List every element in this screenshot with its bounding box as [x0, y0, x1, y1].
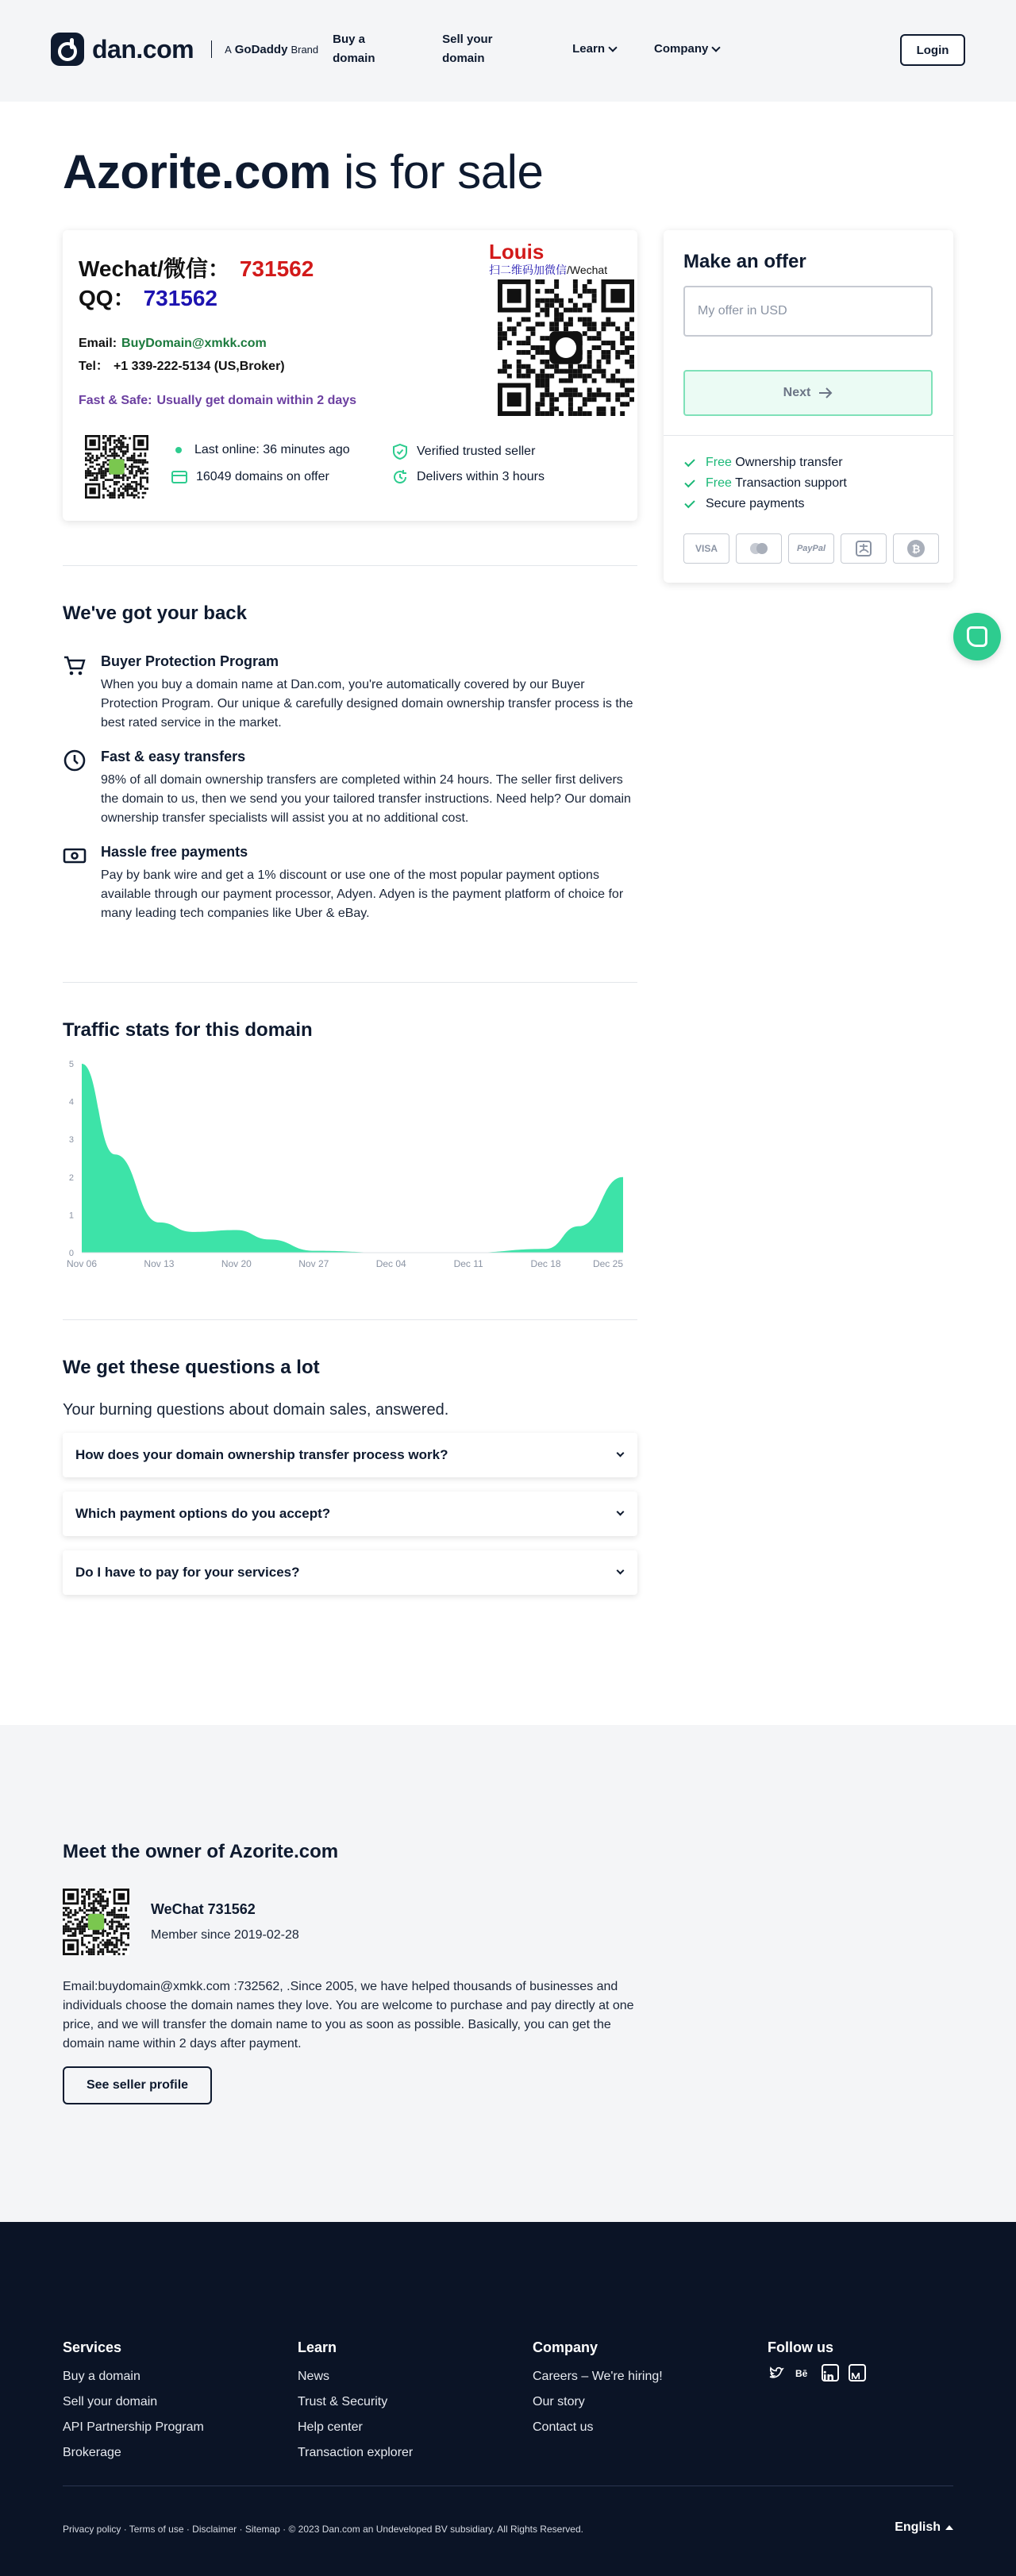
faq-section	[63, 1320, 953, 1725]
faq-item-transfer-process[interactable]	[63, 1433, 637, 1477]
site-header	[0, 0, 1016, 102]
footer-follow	[768, 2339, 866, 2391]
see-seller-profile-button[interactable]: See seller profile	[63, 2066, 212, 2104]
x-tick-label: Nov 06	[66, 1258, 98, 1269]
footer-link-sell-domain[interactable]: Sell your domain	[63, 2395, 158, 2409]
chevron-down-icon	[617, 1567, 625, 1575]
page-title	[63, 144, 953, 208]
footer-link-brokerage[interactable]: Brokerage	[63, 2446, 121, 2459]
feature-title: Hassle free payments	[101, 844, 248, 860]
fast-label: Fast & Safe:	[79, 394, 152, 407]
y-tick-label: 1	[68, 1211, 74, 1221]
footer-heading: Learn	[298, 2339, 337, 2355]
x-tick-label: Dec 18	[530, 1258, 561, 1269]
title-suffix: is for sale	[330, 145, 544, 198]
chevron-down-icon	[608, 43, 617, 52]
owner-member-since: Member since 2019-02-28	[151, 1928, 299, 1942]
footer-company	[533, 2339, 663, 2440]
x-tick-label: Dec 25	[592, 1258, 623, 1269]
linkedin-icon[interactable]	[822, 2364, 839, 2382]
footer-link-help-center[interactable]: Help center	[298, 2420, 363, 2434]
footer-link-transaction-explorer[interactable]: Transaction explorer	[298, 2446, 414, 2459]
x-tick-label: Nov 20	[221, 1258, 252, 1269]
arrow-right-icon	[818, 387, 833, 399]
wechat-number: 731562	[239, 256, 314, 281]
site-footer	[0, 2222, 1016, 2576]
twitter-icon[interactable]	[768, 2364, 785, 2391]
domains-icon	[171, 468, 188, 486]
owner-description: Email:buydomain@xmkk.com :732562, .Since 2005, we have helped thousands of businesses and individuals choose the domain names they love. You are welcome to purchase and pay directly at one price, and we will transfer the domain name to you as soon as possible. Basically, you can get the domain name within 2 days after payment.	[63, 1980, 634, 2050]
mastercard-circles	[748, 541, 770, 556]
footer-legal: Privacy policy · Terms of use · Disclaimer · Sitemap · © 2023 Dan.com an Undeveloped BV subsidiary. All Rights Reserved.	[63, 2524, 583, 2535]
mastercard-icon	[736, 533, 782, 564]
medium-icon[interactable]	[849, 2364, 866, 2382]
chevron-down-icon	[617, 1450, 625, 1457]
visa-label: VISA	[695, 543, 718, 554]
faq-item-payment-options[interactable]	[63, 1492, 637, 1536]
stat-verified-text: Verified trusted seller	[417, 445, 536, 458]
perk-text: Ownership transfer	[731, 456, 843, 469]
nav-company-label: Company	[654, 42, 709, 56]
faq-question: Which payment options do you accept?	[75, 1506, 331, 1521]
chat-support-button[interactable]	[953, 613, 1001, 660]
social-links	[768, 2364, 866, 2391]
qq-number: 731562	[143, 286, 217, 310]
offer-input[interactable]	[683, 286, 933, 337]
bitcoin-icon	[893, 533, 939, 564]
main-nav	[333, 30, 719, 68]
footer-heading: Services	[63, 2339, 122, 2355]
footer-link-careers[interactable]: Careers – We're hiring!	[533, 2370, 663, 2383]
tel-label: Tel：	[79, 360, 109, 373]
main-content	[63, 144, 953, 1725]
chevron-down-icon	[712, 43, 721, 52]
email-value: BuyDomain@xmkk.com	[121, 337, 267, 350]
chevron-down-icon	[617, 1508, 625, 1516]
x-tick-label: Dec 04	[375, 1258, 406, 1269]
buyer-protection-section	[63, 566, 953, 982]
perk-text: Transaction support	[731, 476, 847, 490]
footer-link-news[interactable]: News	[298, 2370, 330, 2383]
perk-ownership-transfer	[683, 452, 847, 473]
check-icon	[684, 456, 695, 466]
faq-question: How does your domain ownership transfer process work?	[75, 1447, 448, 1462]
clock-icon	[63, 749, 87, 772]
check-icon	[684, 476, 695, 487]
footer-link-our-story[interactable]: Our story	[533, 2395, 585, 2409]
email-label: Email:	[79, 337, 117, 350]
brand-name: GoDaddy	[234, 42, 288, 56]
tel-line	[79, 356, 285, 374]
domain-name: Azorite.com	[63, 145, 331, 198]
language-selector[interactable]	[895, 2520, 953, 2535]
traffic-area-series	[82, 1064, 623, 1253]
y-tick-label: 2	[68, 1172, 74, 1183]
footer-heading: Follow us	[768, 2339, 833, 2355]
check-icon	[684, 497, 695, 507]
brand-prefix: A	[225, 43, 232, 56]
feature-title: Fast & easy transfers	[101, 749, 246, 764]
language-label: English	[895, 2520, 941, 2534]
faq-subtitle: Your burning questions about domain sales, answered.	[63, 1401, 449, 1419]
y-tick-label: 5	[68, 1060, 74, 1069]
qq-label: QQ：	[79, 286, 136, 310]
paypal-icon	[788, 533, 834, 564]
owner-section	[0, 1725, 1016, 2222]
cash-icon	[63, 844, 87, 868]
owner-avatar-qr	[63, 1889, 129, 1955]
owner-title: Meet the owner of Azorite.com	[63, 1841, 339, 1862]
perk-free-label: Free	[706, 476, 732, 490]
stat-domains-text: 16049 domains on offer	[196, 470, 329, 483]
footer-learn	[298, 2339, 413, 2466]
faq-question: Do I have to pay for your services?	[75, 1565, 300, 1580]
footer-link-api-partnership[interactable]: API Partnership Program	[63, 2420, 204, 2434]
cart-icon	[63, 653, 87, 677]
feature-desc: When you buy a domain name at Dan.com, you're automatically covered by our Buyer Protection Program. Our unique & carefully designed domain ownership transfer process is the best rated service in the market.	[101, 678, 633, 730]
payment-methods	[683, 533, 939, 564]
shield-check-icon	[391, 443, 409, 460]
seller-avatar-qr	[85, 435, 148, 499]
footer-heading: Company	[533, 2339, 598, 2355]
wechat-qr-code	[498, 279, 634, 416]
stat-last-online	[171, 443, 350, 457]
chat-icon	[967, 626, 987, 647]
nav-learn[interactable]	[572, 30, 616, 68]
qr-caption-cn: 扫二维码加微信	[489, 264, 567, 277]
perk-free-label: Free	[706, 456, 732, 469]
feature-title: Buyer Protection Program	[101, 653, 279, 669]
brand-suffix: Brand	[291, 43, 319, 56]
dan-logo[interactable]	[51, 33, 318, 66]
stat-verified	[391, 443, 535, 460]
dan-logo-icon	[51, 33, 84, 66]
perk-transaction-support	[683, 473, 847, 494]
brand-separator	[211, 40, 212, 58]
footer-link-buy-domain[interactable]: Buy a domain	[63, 2370, 140, 2383]
fast-safe-line	[79, 394, 356, 408]
back-title: We've got your back	[63, 603, 247, 624]
clock-refresh-icon	[391, 468, 409, 486]
behance-icon[interactable]	[795, 2364, 812, 2391]
traffic-chart	[63, 1054, 637, 1276]
svg-text:Bē: Bē	[795, 2368, 808, 2379]
alipay-glyph	[855, 540, 872, 557]
login-button[interactable]: Login	[900, 34, 965, 66]
footer-link-trust-security[interactable]: Trust & Security	[298, 2395, 388, 2409]
stat-delivers	[391, 468, 545, 486]
nav-buy-domain[interactable]: Buy a domain	[333, 33, 375, 65]
qq-line	[79, 281, 217, 313]
x-tick-label: Nov 27	[298, 1258, 329, 1269]
traffic-section	[63, 983, 953, 1319]
bitcoin-label: ₿	[907, 540, 925, 557]
caret-up-icon	[945, 2525, 953, 2530]
wechat-label: Wechat/微信：	[79, 256, 230, 281]
paypal-label: PayPal	[796, 544, 826, 553]
fast-value: Usually get domain within 2 days	[156, 394, 357, 407]
online-dot-icon	[175, 447, 182, 453]
listing-card	[63, 230, 637, 521]
next-label: Next	[783, 386, 811, 399]
tel-value: +1 339-222-5134 (US,Broker)	[113, 360, 285, 373]
offer-title: Make an offer	[683, 251, 806, 272]
perk-secure-payments	[683, 494, 847, 514]
email-line	[79, 337, 267, 351]
x-tick-label: Nov 13	[144, 1258, 175, 1269]
owner-name: WeChat 731562	[151, 1901, 256, 1917]
feature-desc: 98% of all domain ownership transfers are completed within 24 hours. The seller first delivers the domain to us, then we send you your tailored transfer instructions. Need help? Our domain ownership transfer specialists will assist you at no additional cost.	[101, 773, 631, 825]
stat-domains	[171, 468, 329, 486]
offer-perks	[683, 452, 847, 514]
faq-item-pay-services[interactable]	[63, 1550, 637, 1595]
stat-delivers-text: Delivers within 3 hours	[417, 470, 545, 483]
feature-desc: Pay by bank wire and get a 1% discount or use one of the most popular payment options available through our payment processor, Adyen. Adyen is the payment platform of choice for many leading tech companies like Uber & eBay.	[101, 868, 624, 920]
godaddy-brand	[225, 43, 318, 56]
offer-divider	[664, 435, 953, 436]
logo-text: dan.com	[92, 34, 194, 64]
y-tick-label: 0	[68, 1249, 74, 1258]
x-tick-label: Dec 11	[453, 1258, 483, 1269]
perk-text: Secure payments	[706, 497, 805, 510]
nav-company[interactable]	[654, 30, 719, 68]
alipay-icon	[841, 533, 887, 564]
nav-learn-label: Learn	[572, 42, 605, 56]
faq-title: We get these questions a lot	[63, 1357, 320, 1378]
nav-sell-domain[interactable]: Sell your domain	[442, 33, 493, 65]
stat-online-text: Last online: 36 minutes ago	[194, 443, 350, 456]
footer-services	[63, 2339, 204, 2466]
offer-panel	[664, 230, 953, 583]
traffic-title: Traffic stats for this domain	[63, 1019, 313, 1041]
y-tick-label: 4	[68, 1097, 74, 1107]
qr-caption-en: /Wechat	[567, 264, 608, 276]
qr-owner-name: Louis	[489, 240, 545, 264]
wechat-line	[79, 252, 314, 283]
y-tick-label: 3	[68, 1135, 74, 1146]
next-button[interactable]	[683, 370, 933, 416]
qr-caption	[489, 262, 607, 278]
footer-link-contact[interactable]: Contact us	[533, 2420, 594, 2434]
visa-icon	[683, 533, 729, 564]
